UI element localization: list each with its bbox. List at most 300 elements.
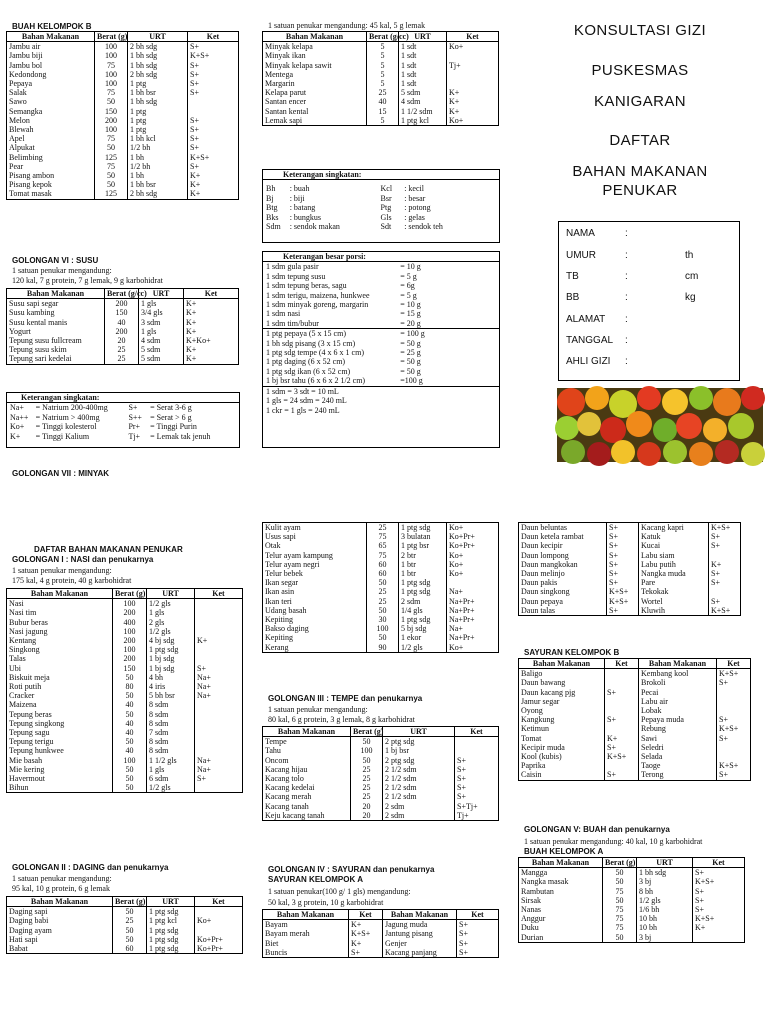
table-cell: [447, 578, 499, 587]
table-row: [263, 569, 499, 578]
table-cell: K+S+: [607, 587, 639, 596]
list-item: Bj : biji Bsr : besar: [266, 193, 426, 203]
table-row: [519, 877, 745, 886]
table-cell: S+: [717, 678, 751, 687]
table-row: [263, 560, 499, 569]
table-cell: Kacang merah: [263, 792, 351, 801]
table-cell: Pepaya muda: [639, 715, 717, 724]
table-cell: 100: [95, 42, 128, 52]
table-row: [7, 608, 243, 617]
table-cell: 3/4 gls: [139, 308, 184, 317]
table-cell: Daun lompong: [519, 551, 607, 560]
table-cell: Telur ayam negri: [263, 560, 367, 569]
table-cell: 1 bh sdg: [128, 51, 188, 60]
col-head-urt: URT: [128, 32, 188, 42]
table-cell: 4 bj sdg: [147, 636, 195, 645]
sayur-b-table: [518, 658, 751, 781]
table-cell: Na+Pr+: [447, 633, 499, 642]
table-cell: Na+: [195, 682, 243, 691]
table-cell: 2 1/2 sdm: [383, 774, 455, 783]
table-cell: Tepung hunkwee: [7, 746, 113, 755]
table-cell: 1 ptg: [128, 107, 188, 116]
table-cell: Labu siam: [639, 551, 709, 560]
table-row: [263, 578, 499, 587]
table-cell: 1/2 gls: [399, 643, 447, 653]
table-cell: S+: [717, 715, 751, 724]
table-cell: [195, 728, 243, 737]
table-cell: Pecai: [639, 688, 717, 697]
table-cell: [195, 746, 243, 755]
table-row: [519, 914, 745, 923]
table-cell: 50: [113, 774, 147, 783]
col-head-ket: Ket: [195, 897, 243, 907]
table-cell: K+: [693, 923, 745, 932]
table-cell: K+: [447, 97, 499, 106]
table-cell: [195, 719, 243, 728]
identity-box[interactable]: [558, 221, 740, 381]
table-row: [7, 42, 239, 52]
table-cell: 8 sdm: [147, 737, 195, 746]
table-cell: 100: [113, 599, 147, 609]
table-row: [519, 933, 745, 943]
table-cell: [195, 907, 243, 917]
table-row: [263, 746, 499, 755]
table-row: [7, 107, 239, 116]
table-row: [7, 336, 239, 345]
table-cell: 1 ptg sdg: [147, 645, 195, 654]
table-cell: Kucai: [639, 541, 709, 550]
table-cell: 50: [603, 896, 637, 905]
table-cell: Kacang kedelai: [263, 783, 351, 792]
table-cell: [195, 654, 243, 663]
table-cell: 50: [113, 691, 147, 700]
table-cell: Ko+Pr+: [195, 935, 243, 944]
table-cell: 40: [113, 728, 147, 737]
col-head-weight: Berat (g): [351, 727, 383, 737]
table-cell: Tepung susu skim: [7, 345, 105, 354]
list-item: 1 sdm tepung susu = 5 g: [266, 271, 417, 281]
table-cell: S+: [188, 125, 239, 134]
table-cell: 50: [603, 868, 637, 878]
table-cell: [605, 669, 639, 679]
table-cell: Labu air: [639, 697, 717, 706]
table-cell: Telur ayam kampung: [263, 551, 367, 560]
table-cell: Tempe: [263, 737, 351, 747]
table-row: [7, 345, 239, 354]
table-row: [7, 61, 239, 70]
table-cell: Sirsak: [519, 896, 603, 905]
table-cell: 25: [367, 597, 399, 606]
table-cell: [188, 97, 239, 106]
table-row: [519, 569, 741, 578]
table-cell: 4 sdm: [139, 336, 184, 345]
table-cell: Daging ayam: [7, 926, 113, 935]
table-cell: Buncis: [263, 948, 349, 958]
buah-b-title: BUAH KELOMPOK B: [12, 22, 92, 31]
table-cell: Ko+: [447, 116, 499, 126]
table-cell: Daun pepaya: [519, 597, 607, 606]
table-cell: Katuk: [639, 532, 709, 541]
table-cell: 200: [95, 116, 128, 125]
table-cell: Rebung: [639, 724, 717, 733]
gol5-sub: BUAH KELOMPOK A: [524, 847, 604, 856]
table-row: [7, 618, 243, 627]
table-cell: 25: [367, 587, 399, 596]
table-row: [7, 627, 243, 636]
tanggal-label: TANGGAL: [566, 335, 614, 346]
table-row: [519, 678, 751, 687]
table-cell: 80: [113, 682, 147, 691]
table-cell: Udang basah: [263, 606, 367, 615]
table-cell: 1 sdt: [399, 51, 447, 60]
col-head-weight: Berat (g): [95, 32, 128, 42]
table-cell: 1 bh bsr: [128, 180, 188, 189]
table-row: [7, 673, 243, 682]
table-cell: 90: [367, 643, 399, 653]
list-item: 1 ptg sdg ikan (6 x 52 cm) = 50 g: [266, 366, 421, 376]
table-cell: Kacang kapri: [639, 523, 709, 533]
table-cell: Daun kecipir: [519, 541, 607, 550]
table-cell: S+: [717, 734, 751, 743]
table-cell: 1/6 bh: [637, 905, 693, 914]
tb-label: TB: [566, 271, 579, 282]
table-row: [7, 125, 239, 134]
table-cell: [709, 551, 741, 560]
table-cell: K+: [184, 308, 239, 317]
table-row: [263, 551, 499, 560]
table-cell: Mie basah: [7, 756, 113, 765]
table-cell: K+S+: [717, 724, 751, 733]
table-row: [7, 308, 239, 317]
table-cell: Ikan segar: [263, 578, 367, 587]
table-cell: 150: [105, 308, 139, 317]
table-cell: S+: [607, 541, 639, 550]
table-cell: Na+: [195, 691, 243, 700]
table-cell: 2 1/2 sdm: [383, 765, 455, 774]
table-row: [519, 724, 751, 733]
table-row: [263, 802, 499, 811]
table-cell: K+Ko+: [184, 336, 239, 345]
table-cell: 75: [367, 551, 399, 560]
table-cell: [188, 107, 239, 116]
table-cell: 1 sdt: [399, 79, 447, 88]
table-cell: Semangka: [7, 107, 95, 116]
table-row: [519, 597, 741, 606]
table-cell: 1 gls: [147, 765, 195, 774]
table-cell: Kacang tolo: [263, 774, 351, 783]
table-cell: 100: [367, 624, 399, 633]
abbr-title: Keterangan singkatan:: [283, 170, 362, 179]
list-item: Bks : bungkus Gls : gelas: [266, 212, 425, 222]
legend-title: Keterangan singkatan:: [21, 393, 100, 402]
table-row: [519, 734, 751, 743]
table-cell: 75: [603, 905, 637, 914]
table-cell: S+: [188, 143, 239, 152]
col-head-urt: URT: [383, 727, 455, 737]
table-cell: 4 bh: [147, 673, 195, 682]
list-item: 1 sdm gula pasir = 10 g: [266, 262, 421, 272]
table-cell: 25: [351, 783, 383, 792]
table-cell: 1 sdt: [399, 61, 447, 70]
table-cell: Brokoli: [639, 678, 717, 687]
table-cell: 1 sdt: [399, 42, 447, 52]
table-cell: 50: [113, 765, 147, 774]
table-cell: K+: [184, 299, 239, 309]
table-row: [7, 327, 239, 336]
table-cell: [195, 627, 243, 636]
table-cell: Jamur segar: [519, 697, 605, 706]
table-cell: Na+: [195, 756, 243, 765]
table-cell: K+S+: [717, 761, 751, 770]
table-cell: Susu kambing: [7, 308, 105, 317]
table-cell: Otak: [263, 541, 367, 550]
table-cell: Susu sapi segar: [7, 299, 105, 309]
table-row: [263, 70, 499, 79]
table-cell: Taoge: [639, 761, 717, 770]
col-head-ket: Ket: [184, 289, 239, 299]
table-cell: 8 sdm: [147, 710, 195, 719]
table-cell: Santan encer: [263, 97, 367, 106]
list-item: Btg : batang Ptg : potong: [266, 203, 431, 213]
table-cell: Jambu biji: [7, 51, 95, 60]
table-cell: K+: [447, 88, 499, 97]
list-item: 1 ckr = 1 gls = 240 mL: [266, 405, 340, 415]
table-cell: Kecipir muda: [519, 743, 605, 752]
table-cell: Singkong: [7, 645, 113, 654]
table-cell: 1 ptg: [128, 79, 188, 88]
table-cell: Ko+Pr+: [195, 944, 243, 954]
gol4-desc2: 50 kal, 3 g protein, 10 g karbohidrat: [268, 898, 384, 907]
legend-rows: [7, 402, 239, 441]
col-head-ket: Ket: [605, 659, 639, 669]
table-cell: 40: [367, 97, 399, 106]
table-cell: 5 sdm: [399, 88, 447, 97]
buah-b-table: [6, 31, 239, 200]
table-cell: Jambu air: [7, 42, 95, 52]
table-cell: 5: [367, 61, 399, 70]
table-cell: 200: [113, 654, 147, 663]
col-head-food: Bahan Makanan: [263, 910, 349, 920]
umur-label: UMUR: [566, 250, 596, 261]
minyak-table: [262, 31, 499, 126]
table-cell: 50: [95, 171, 128, 180]
table-cell: 1 ptg sdg: [399, 523, 447, 533]
list-item: 1 sdm nasi = 15 g: [266, 309, 421, 319]
table-cell: Jambu bol: [7, 61, 95, 70]
table-cell: [605, 761, 639, 770]
table-cell: Rambutan: [519, 887, 603, 896]
table-cell: Daun kacang pjg: [519, 688, 605, 697]
table-cell: Daun mangkokan: [519, 560, 607, 569]
table-cell: Mentega: [263, 70, 367, 79]
alamat-label: ALAMAT: [566, 314, 606, 325]
table-cell: 2 btr: [399, 551, 447, 560]
gol2b-table: [262, 522, 499, 653]
col-head-food: Bahan Makanan: [263, 32, 367, 42]
col-head-ket: Ket: [447, 32, 499, 42]
table-cell: 1 bh kcl: [128, 134, 188, 143]
table-cell: 5: [367, 116, 399, 126]
table-cell: [717, 688, 751, 697]
table-cell: Lemak sapi: [263, 116, 367, 126]
table-row: [519, 706, 751, 715]
table-cell: Tj+: [447, 61, 499, 70]
gol1-table: [6, 588, 243, 793]
table-cell: 25: [351, 774, 383, 783]
col-head-weight: Berat (g): [113, 897, 147, 907]
table-cell: S+: [709, 569, 741, 578]
table-row: [263, 624, 499, 633]
table-cell: [455, 746, 499, 755]
table-cell: [195, 700, 243, 709]
table-cell: Ikan teri: [263, 597, 367, 606]
table-cell: Alpukat: [7, 143, 95, 152]
table-cell: 1 bh sdg: [128, 61, 188, 70]
table-cell: Keju kacang tanah: [263, 811, 351, 821]
table-cell: [717, 743, 751, 752]
table-row: [263, 88, 499, 97]
table-cell: Kulit ayam: [263, 523, 367, 533]
col-head-food: Bahan Makanan: [7, 32, 95, 42]
table-cell: [447, 51, 499, 60]
table-row: [7, 79, 239, 88]
table-row: [7, 756, 243, 765]
table-row: [263, 633, 499, 642]
table-cell: Ketimun: [519, 724, 605, 733]
list-item: 1 sdm terigu, maizena, hunkwee = 5 g: [266, 290, 417, 300]
table-cell: Biskuit meja: [7, 673, 113, 682]
table-cell: K+S+: [693, 914, 745, 923]
colon-alamat: :: [625, 314, 628, 325]
list-item: 1 bh sdg pisang (3 x 15 cm) = 50 g: [266, 338, 421, 348]
table-cell: 100: [351, 746, 383, 755]
table-row: [263, 116, 499, 126]
table-cell: [195, 737, 243, 746]
table-cell: 40: [113, 746, 147, 755]
table-cell: 1 gls: [139, 299, 184, 309]
table-cell: [717, 697, 751, 706]
table-cell: K+S+: [605, 752, 639, 761]
header-line2: PUSKESMAS: [591, 62, 689, 79]
table-row: [7, 354, 239, 364]
table-cell: 200: [113, 608, 147, 617]
gol2-table: [6, 896, 243, 954]
col-head-weight_gcc: Berat (g/cc): [105, 289, 139, 299]
table-cell: K+: [349, 920, 383, 930]
table-row: [519, 578, 741, 587]
table-row: [7, 180, 239, 189]
table-cell: 5: [367, 51, 399, 60]
table-cell: [605, 678, 639, 687]
table-cell: Kedondong: [7, 70, 95, 79]
table-cell: K+: [188, 171, 239, 180]
sayur-a2-table: [518, 522, 741, 616]
table-cell: 6 sdm: [147, 774, 195, 783]
unit-kg: kg: [685, 292, 696, 303]
gol2-desc1: 1 satuan penukar mengandung:: [12, 874, 112, 883]
table-cell: 100: [113, 756, 147, 765]
table-row: [7, 134, 239, 143]
table-row: [7, 765, 243, 774]
table-row: [263, 615, 499, 624]
table-cell: S+: [607, 551, 639, 560]
table-cell: Salak: [7, 88, 95, 97]
gol3-table: [262, 726, 499, 821]
table-cell: Bihun: [7, 783, 113, 793]
table-cell: K+: [349, 939, 383, 948]
gol2-desc2: 95 kal, 10 g protein, 6 g lemak: [12, 884, 110, 893]
table-row: [7, 710, 243, 719]
table-cell: Ko+Pr+: [447, 541, 499, 550]
table-row: [7, 116, 239, 125]
table-cell: Pepaya: [7, 79, 95, 88]
table-cell: K+S+: [717, 669, 751, 679]
table-cell: 8 sdm: [147, 719, 195, 728]
table-cell: S+: [188, 134, 239, 143]
table-cell: 40: [113, 700, 147, 709]
col-head-food: Bahan Makanan: [7, 589, 113, 599]
table-cell: S+: [457, 929, 499, 938]
table-cell: Tepung terigu: [7, 737, 113, 746]
table-cell: K+S+: [709, 523, 741, 533]
table-cell: Kepiting: [263, 633, 367, 642]
table-cell: Kentang: [7, 636, 113, 645]
gol3-desc1: 1 satuan penukar mengandung:: [268, 705, 368, 714]
table-cell: 8 bh: [637, 887, 693, 896]
table-row: [7, 645, 243, 654]
table-row: [7, 88, 239, 97]
gol7-title: GOLONGAN VII : MINYAK: [12, 469, 110, 478]
table-row: [263, 765, 499, 774]
header-line6: PENUKAR: [602, 182, 678, 199]
table-cell: Cracker: [7, 691, 113, 700]
table-cell: Tomat: [519, 734, 605, 743]
table-cell: 125: [95, 189, 128, 199]
table-cell: Na+: [195, 765, 243, 774]
table-cell: 4 sdm: [399, 97, 447, 106]
table-cell: 50: [95, 143, 128, 152]
table-cell: K+S+: [607, 597, 639, 606]
table-cell: 200: [113, 636, 147, 645]
gol2-title: GOLONGAN II : DAGING dan penukarnya: [12, 863, 169, 872]
table-row: [263, 929, 499, 938]
table-cell: Kacang tanah: [263, 802, 351, 811]
table-cell: S+: [605, 770, 639, 780]
table-cell: K+: [188, 180, 239, 189]
table-cell: S+: [607, 560, 639, 569]
table-cell: [455, 737, 499, 747]
col-head-food: Bahan Makanan: [263, 727, 351, 737]
table-cell: Daun pakis: [519, 578, 607, 587]
table-cell: [195, 645, 243, 654]
table-cell: 1 bh sdg: [128, 97, 188, 106]
table-cell: 50: [351, 756, 383, 765]
table-cell: Bayam: [263, 920, 349, 930]
gol4-desc1: 1 satuan penukar(100 g/ 1 gls) mengandung:: [268, 887, 411, 896]
table-cell: 5 bj sdg: [399, 624, 447, 633]
table-cell: 1 bh bsr: [128, 88, 188, 97]
table-cell: S+: [607, 578, 639, 587]
table-row: [263, 939, 499, 948]
table-cell: Daun ketela rambat: [519, 532, 607, 541]
table-cell: [693, 933, 745, 943]
table-cell: S+: [605, 688, 639, 697]
table-cell: Genjer: [383, 939, 457, 948]
table-cell: S+Tj+: [455, 802, 499, 811]
table-cell: 2 1/2 sdm: [383, 792, 455, 801]
col-head-urt: URT: [399, 32, 447, 42]
table-cell: 50: [113, 907, 147, 917]
